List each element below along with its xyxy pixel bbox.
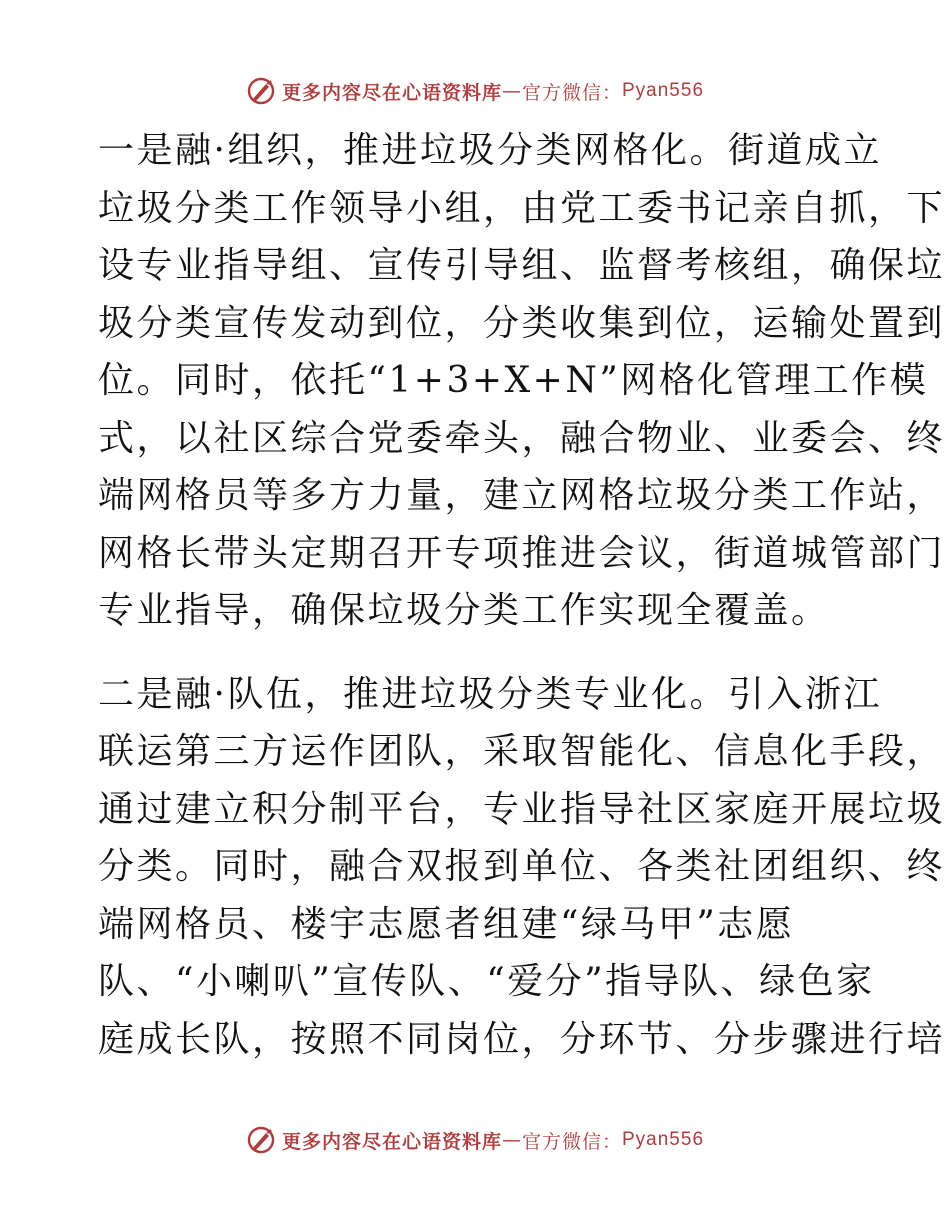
quill-logo-icon	[246, 76, 276, 106]
watermark-sub-text: 官方微信：	[521, 1130, 622, 1153]
text-line: 分类。同时，融合双报到单位、各类社团组织、终	[98, 846, 946, 887]
text-line: 圾分类宣传发动到位，分类收集到位，运输处置到	[98, 302, 946, 344]
text-line: 通过建立积分制平台，专业指导社区家庭开展垃圾	[98, 788, 946, 830]
text-line: 网格长带头定期召开专项推进会议，街道城管部门	[98, 532, 946, 574]
watermark-dash: —	[501, 1129, 522, 1151]
text-line: 专业指导，确保垃圾分类工作实现全覆盖。	[98, 590, 830, 631]
quill-logo-icon	[246, 1125, 276, 1155]
watermark-account: Pyan556	[622, 80, 705, 101]
watermark-account: Pyan556	[622, 1129, 705, 1150]
watermark-dash: —	[501, 80, 522, 102]
text-line: 一是融·组织，推进垃圾分类网格化。街道成立	[98, 130, 882, 171]
header-watermark	[0, 76, 950, 106]
watermark-main-text: 更多内容尽在心语资料库	[281, 81, 502, 104]
text-line: 垃圾分类工作领导小组，由党工委书记亲自抓，下	[98, 187, 946, 229]
paragraph-2	[98, 666, 946, 1069]
paragraph-1	[98, 122, 946, 640]
document-body	[98, 122, 946, 1068]
text-line: 庭成长队，按照不同岗位，分环节、分步骤进行培	[98, 1018, 946, 1060]
watermark-sub-text: 官方微信：	[521, 81, 622, 104]
text-line: 位。同时，依托“1+3+X+N”网格化管理工作模	[98, 360, 929, 401]
paragraph-gap	[98, 640, 858, 666]
text-line: 式，以社区综合党委牵头，融合物业、业委会、终	[98, 417, 946, 459]
text-line: 二是融·队伍，推进垃圾分类专业化。引入浙江	[98, 673, 882, 715]
text-line: 队、“小喇叭”宣传队、“爱分”指导队、绿色家	[98, 961, 875, 1002]
text-line: 联运第三方运作团队，采取智能化、信息化手段，	[98, 731, 946, 772]
footer-watermark	[0, 1125, 950, 1155]
text-line: 端网格员、楼宇志愿者组建“绿马甲”志愿	[98, 903, 795, 945]
text-line: 端网格员等多方力量，建立网格垃圾分类工作站，	[98, 475, 946, 516]
watermark-main-text: 更多内容尽在心语资料库	[281, 1130, 502, 1153]
text-line: 设专业指导组、宣传引导组、监督考核组，确保垃	[98, 245, 946, 286]
